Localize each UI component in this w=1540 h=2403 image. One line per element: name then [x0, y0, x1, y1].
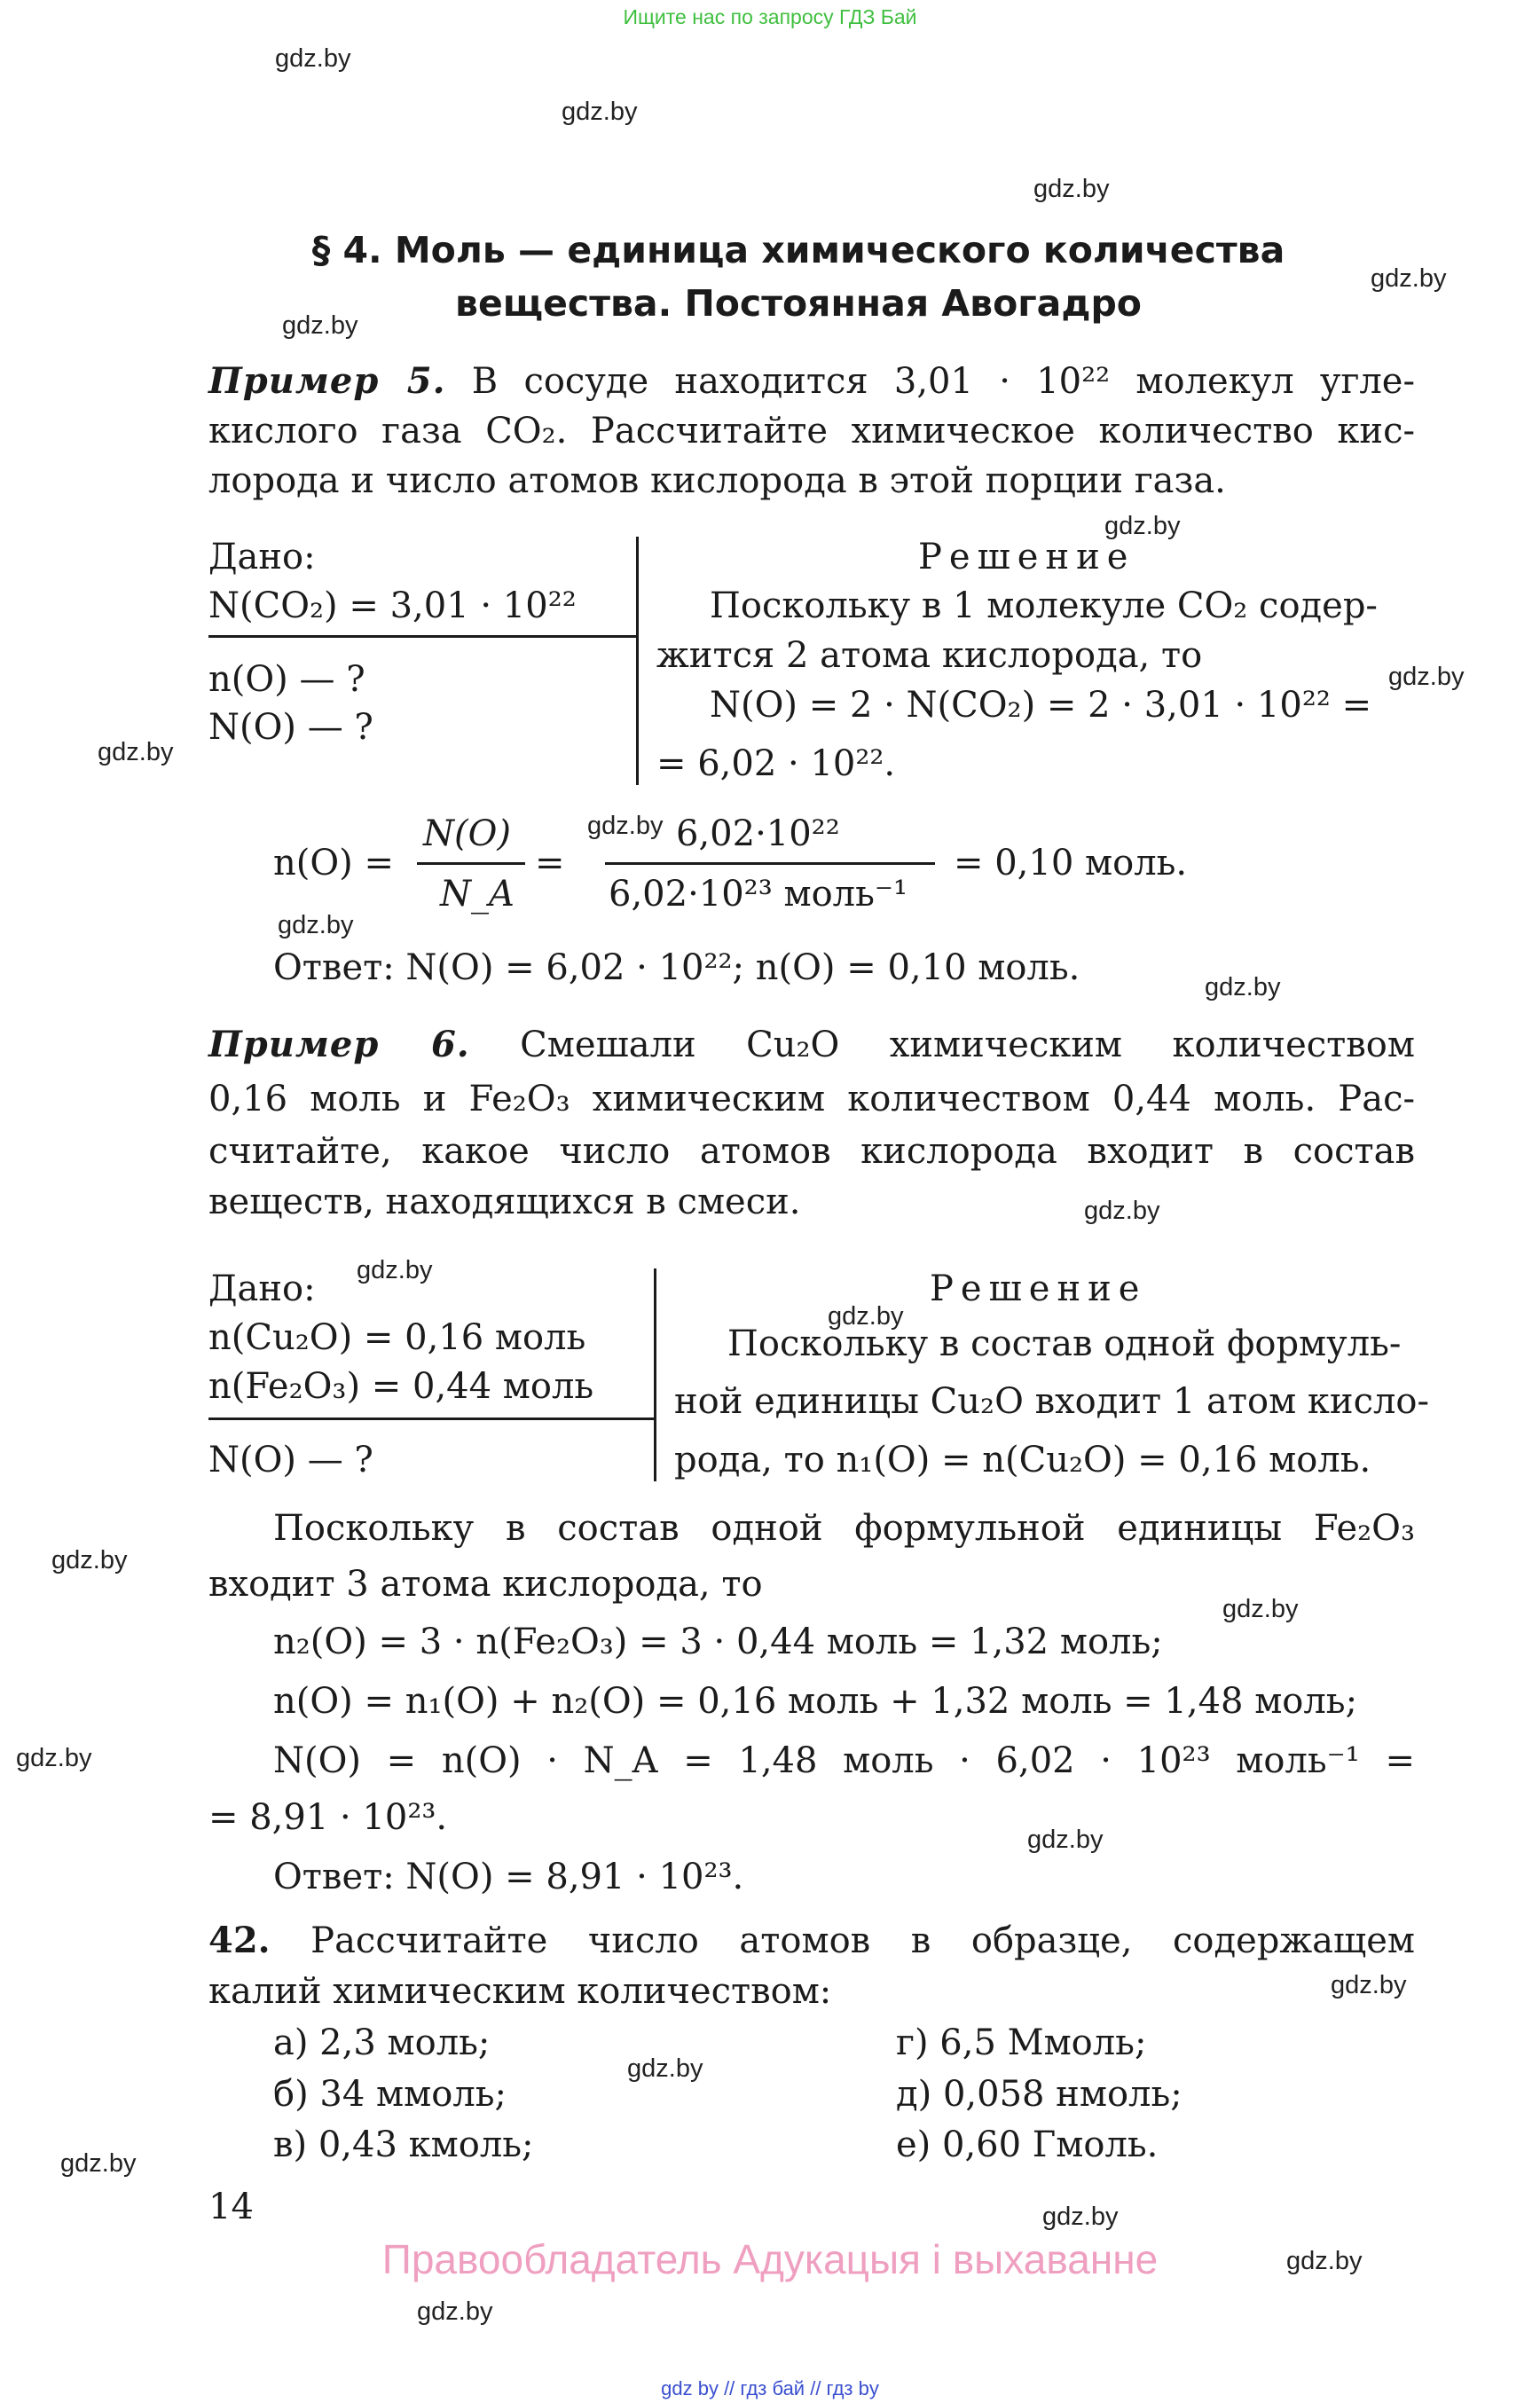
watermark: gdz.by [828, 1302, 904, 1331]
task42-option: е) 0,60 Гмоль. [896, 2124, 1159, 2165]
fraction-bar [605, 862, 935, 865]
example6-find1: N(O) — ? [208, 1440, 373, 1480]
section-title [266, 224, 1331, 330]
task42-option: а) 2,3 моль; [273, 2022, 491, 2063]
example6-solution-title: Решение [930, 1268, 1147, 1309]
example5-line3: лорода и число атомов кислорода в этой порции газа. [208, 460, 1226, 501]
example6-eq4: = 8,91 · 10²³. [208, 1797, 448, 1838]
watermark: gdz.by [1205, 973, 1281, 1001]
watermark: gdz.by [1222, 1595, 1299, 1623]
copyright-notice: Правообладатель Адукацыя і выхаванне [381, 2236, 1159, 2282]
example5-given-title: Дано: [208, 537, 316, 577]
page-number: 14 [208, 2187, 254, 2227]
example6-sol2: ной единицы Cu₂O входит 1 атом кисло- [674, 1381, 1429, 1422]
example5-find2: N(O) — ? [208, 707, 373, 748]
example6-eq3: N(O) = n(O) · N_A = 1,48 моль · 6,02 · 10²³ моль⁻¹ = [273, 1740, 1415, 1781]
example5-answer: Ответ: N(O) = 6,02 · 10²²; n(O) = 0,10 моль. [273, 947, 1080, 988]
formula-result: = 0,10 моль. [954, 843, 1188, 883]
formula-numerator1: N(O) [423, 813, 512, 854]
given-vertical-rule [654, 1268, 656, 1481]
example6-eq1: n₂(O) = 3 · n(Fe₂O₃) = 3 · 0,44 моль = 1,32 моль; [273, 1622, 1163, 1662]
example6-line1-text: Смешали Cu₂O химическим количеством [520, 1025, 1416, 1065]
footer-links[interactable]: gdz by // гдз бай // гдз by [661, 2377, 879, 2399]
example5-find1: n(O) — ? [208, 659, 365, 700]
example5-given1: N(CO₂) = 3,01 · 10²² [208, 585, 577, 626]
watermark: gdz.by [357, 1256, 433, 1284]
formula-denominator1: N_A [440, 874, 515, 915]
given-divider [208, 1417, 654, 1420]
example6-line4: веществ, находящихся в смеси. [208, 1182, 801, 1222]
watermark: gdz.by [1104, 512, 1181, 540]
watermark: gdz.by [1286, 2247, 1363, 2275]
example5-line1 [208, 357, 1415, 406]
watermark: gdz.by [1033, 175, 1110, 203]
watermark: gdz.by [275, 44, 351, 73]
watermark: gdz.by [51, 1546, 128, 1575]
example6-eq2: n(O) = n₁(O) + n₂(O) = 0,16 моль + 1,32 моль = 1,48 моль; [273, 1681, 1358, 1722]
formula-left: n(O) = [273, 843, 394, 883]
formula-numerator2: 6,02·10²² [676, 813, 840, 854]
example5-line2: кислого газа CO₂. Рассчитайте химическое количество кис- [208, 411, 1415, 452]
fraction-bar [417, 862, 525, 865]
task42-line2: калий химическим количеством: [208, 1971, 832, 2012]
section-title-line1: § 4. Моль — единица химического количества [311, 229, 1285, 271]
example6-sol1: Поскольку в состав одной формуль- [727, 1323, 1402, 1364]
example6-line1 [208, 1020, 1415, 1070]
watermark: gdz.by [1388, 663, 1465, 691]
task42-option: д) 0,058 нмоль; [896, 2074, 1182, 2115]
task42-line1-text: Рассчитайте число атомов в образце, содержащем [310, 1920, 1415, 1961]
example5-label: Пример 5. [208, 360, 446, 402]
example6-given1: n(Cu₂O) = 0,16 моль [208, 1317, 586, 1358]
watermark: gdz.by [417, 2297, 493, 2326]
example5-line1-text: В сосуде находится 3,01 · 10²² молекул угле- [471, 361, 1415, 402]
watermark: gdz.by [282, 311, 358, 340]
example5-sol4: = 6,02 · 10²². [656, 743, 896, 784]
example5-sol2: жится 2 атома кислорода, то [656, 635, 1203, 676]
watermark: gdz.by [1371, 264, 1447, 293]
example6-given2: n(Fe₂O₃) = 0,44 моль [208, 1366, 594, 1407]
watermark: gdz.by [1084, 1197, 1160, 1225]
header-note: Ищите нас по запросу ГДЗ Бай [623, 5, 917, 28]
task42-option: в) 0,43 кмоль; [273, 2124, 534, 2165]
example6-answer: Ответ: N(O) = 8,91 · 10²³. [273, 1857, 744, 1897]
example6-p2: входит 3 атома кислорода, то [208, 1564, 763, 1605]
example6-label: Пример 6. [208, 1024, 470, 1065]
example6-sol3: рода, то n₁(O) = n(Cu₂O) = 0,16 моль. [674, 1440, 1371, 1480]
example6-p1: Поскольку в состав одной формульной единицы Fe₂O₃ [273, 1508, 1415, 1549]
task42-line1 [208, 1916, 1415, 1966]
task42-number: 42. [208, 1920, 271, 1961]
given-vertical-rule [636, 537, 639, 785]
example5-solution-title: Решение [918, 537, 1135, 577]
watermark: gdz.by [1331, 1971, 1407, 1999]
watermark: gdz.by [16, 1744, 92, 1772]
watermark: gdz.by [278, 911, 354, 939]
watermark: gdz.by [98, 738, 174, 766]
watermark: gdz.by [1042, 2203, 1119, 2231]
example6-given-title: Дано: [208, 1268, 316, 1309]
section-title-line2: вещества. Постоянная Авогадро [455, 282, 1142, 325]
watermark: gdz.by [1027, 1826, 1104, 1854]
example5-sol3: N(O) = 2 · N(CO₂) = 2 · 3,01 · 10²² = [710, 685, 1372, 726]
task42-option: г) 6,5 Ммоль; [896, 2022, 1147, 2063]
formula-equals: = [535, 843, 565, 883]
watermark: gdz.by [587, 812, 664, 840]
formula-denominator2: 6,02·10²³ моль⁻¹ [609, 874, 908, 915]
given-divider [208, 635, 636, 638]
task42-option: б) 34 ммоль; [273, 2074, 507, 2115]
example6-line2: 0,16 моль и Fe₂O₃ химическим количеством 0,44 моль. Рас- [208, 1079, 1415, 1119]
example6-line3: считайте, какое число атомов кислорода входит в состав [208, 1131, 1415, 1172]
watermark: gdz.by [562, 98, 638, 126]
example5-sol1: Поскольку в 1 молекуле CO₂ содер- [710, 585, 1378, 626]
watermark: gdz.by [627, 2054, 703, 2083]
watermark: gdz.by [60, 2149, 137, 2178]
